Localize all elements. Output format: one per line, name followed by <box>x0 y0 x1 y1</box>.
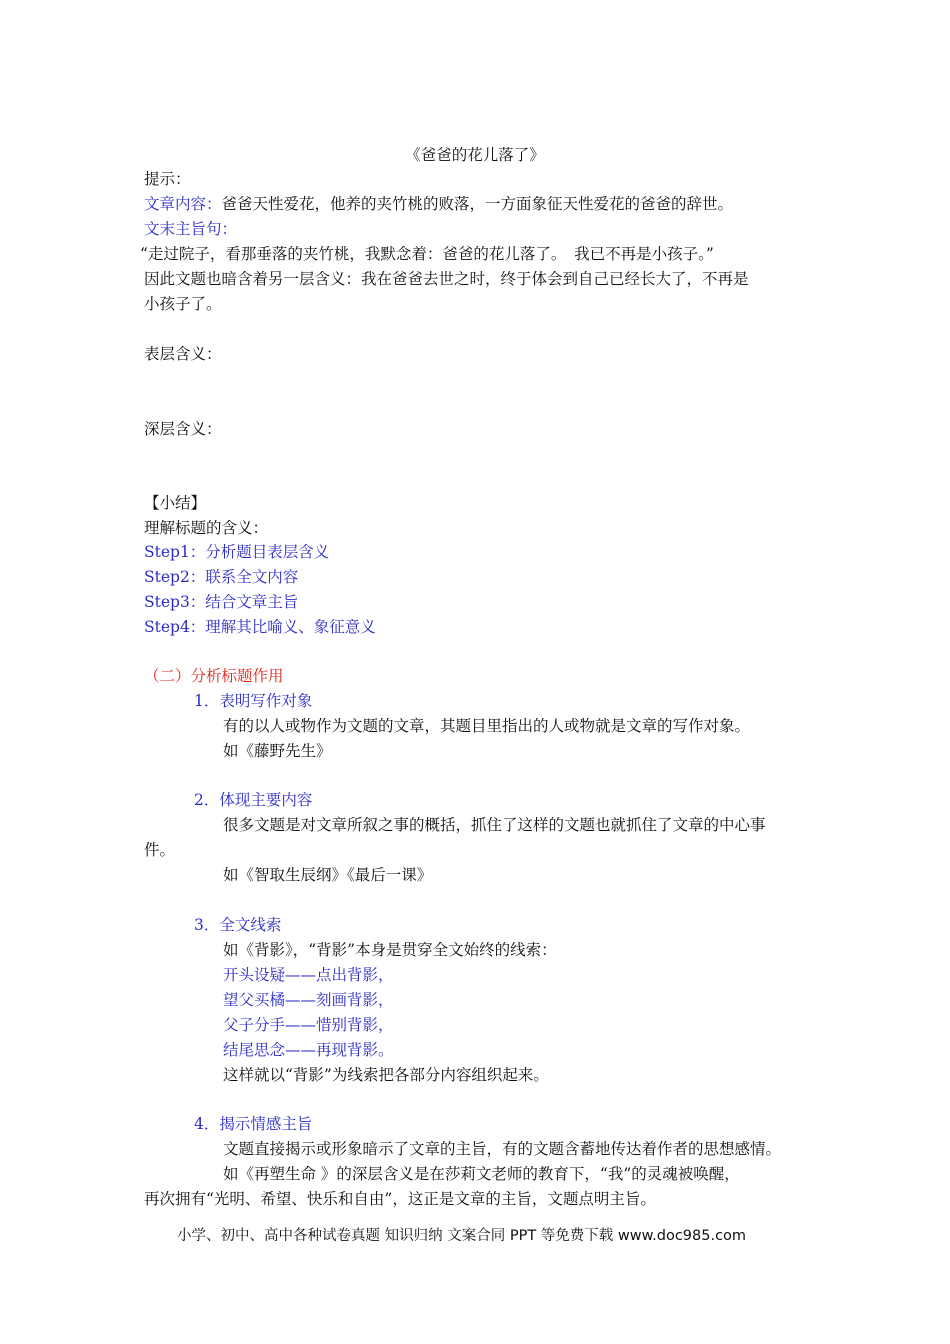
summary-heading: 【小结】 <box>144 494 207 512</box>
summary-step-3: Step3：结合文章主旨 <box>144 593 299 611</box>
item1-text: 有的以人或物作为文题的文章，其题目里指出的人或物就是文章的写作对象。 <box>223 717 751 735</box>
theme-quote: “走过院子，看那垂落的夹竹桃，我默念着：爸爸的花儿落了。 我已不再是小孩子。” <box>140 245 714 263</box>
hint-label: 提示： <box>144 170 191 188</box>
item4-text: 文题直接揭示或形象暗示了文章的主旨，有的文题含蓄地传达着作者的思想感情。 <box>223 1140 782 1158</box>
item3-clue-2: 望父买橘——刻画背影， <box>223 991 394 1009</box>
item3-title: 3．全文线索 <box>194 916 282 934</box>
item2-example: 如《智取生辰纲》《最后一课》 <box>223 866 433 884</box>
item4-title: 4．揭示情感主旨 <box>194 1115 313 1133</box>
page-title: 《爸爸的花儿落了》 <box>405 146 545 164</box>
item2-text-line-2: 件。 <box>144 841 176 859</box>
surface-meaning-label: 表层含义： <box>144 345 222 363</box>
summary-intro: 理解标题的含义： <box>144 519 269 537</box>
content-label: 文章内容： <box>144 195 222 213</box>
item3-conclusion: 这样就以“背影”为线索把各部分内容组织起来。 <box>223 1066 549 1084</box>
content-line <box>144 194 733 214</box>
summary-step-2: Step2：联系全文内容 <box>144 568 299 586</box>
content-text: 爸爸天性爱花，他养的夹竹桃的败落，一方面象征天性爱花的爸爸的辞世。 <box>221 195 734 213</box>
item4-example-line-2: 再次拥有“光明、希望、快乐和自由”，这正是文章的主旨，文题点明主旨。 <box>144 1190 656 1208</box>
page-footer: 小学、初中、高中各种试卷真题 知识归纳 文案合同 PPT 等免费下载 www.doc985.com <box>177 1228 747 1244</box>
summary-step-1: Step1：分析题目表层含义 <box>144 543 330 561</box>
meaning-line-2: 小孩子了。 <box>144 295 222 313</box>
item1-example: 如《藤野先生》 <box>223 742 332 760</box>
theme-label: 文末主旨句： <box>144 220 238 238</box>
item1-title: 1．表明写作对象 <box>194 692 313 710</box>
deep-meaning-label: 深层含义： <box>144 420 222 438</box>
item3-clue-4: 结尾思念——再现背影。 <box>223 1041 394 1059</box>
item3-clue-1: 开头设疑——点出背影， <box>223 966 394 984</box>
summary-step-4: Step4：理解其比喻义、象征意义 <box>144 618 376 636</box>
section2-heading: （二）分析标题作用 <box>144 667 284 685</box>
item4-example-line-1: 如《再塑生命 》的深层含义是在莎莉文老师的教育下，“我”的灵魂被唤醒， <box>223 1165 740 1183</box>
item3-clue-3: 父子分手——惜别背影， <box>223 1016 394 1034</box>
item2-title: 2．体现主要内容 <box>194 791 313 809</box>
meaning-line-1: 因此文题也暗含着另一层含义：我在爸爸去世之时，终于体会到自己已经长大了，不再是 <box>144 270 749 288</box>
item2-text-line-1: 很多文题是对文章所叙之事的概括，抓住了这样的文题也就抓住了文章的中心事 <box>223 816 766 834</box>
item3-intro: 如《背影》，“背影”本身是贯穿全文始终的线索： <box>223 941 557 959</box>
